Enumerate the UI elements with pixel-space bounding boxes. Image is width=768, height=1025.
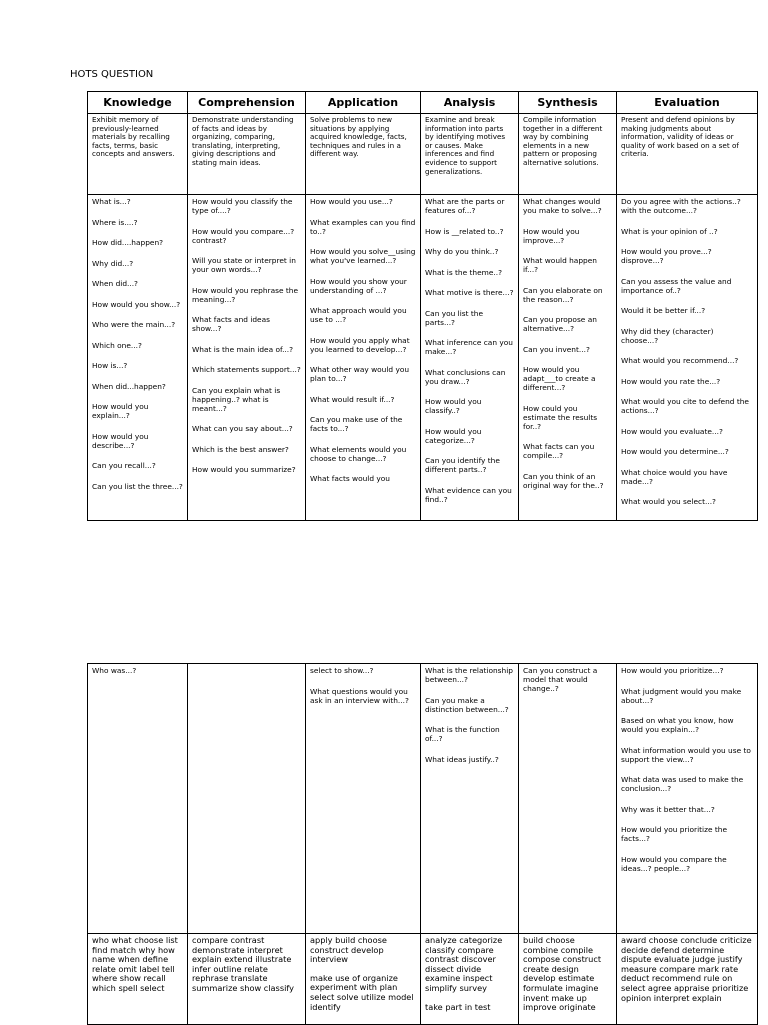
question-item: Can you recall...? [92,461,156,470]
question-item: What is the relationship between...? [425,666,513,684]
question-item: What other way would you plan to...? [310,365,410,383]
keyword-group: make use of organize experiment with plan select solve utilize model identify [310,972,414,1012]
header-evaluation: Evaluation [617,92,758,114]
question-item: Can you propose an alternative...? [523,315,597,333]
questions-continued-application [306,664,421,934]
question-item: How would you prioritize the facts...? [621,825,727,843]
question-item: Who were the main...? [92,320,176,329]
description-row [88,114,758,195]
keyword-group: compare contrast demonstrate interpret explain extend illustrate infer outline relate rephrase translate summarize show classify [192,935,294,993]
question-item: Can you invent...? [523,344,590,354]
question-item: What is the function of...? [425,725,500,743]
question-item: How could you estimate the results for..? [523,403,598,431]
keywords-application [306,934,421,1025]
question-item: Can you list the three...? [92,481,183,491]
question-item: Will you state or interpret in your own words...? [192,256,296,274]
question-item: What is the main idea of...? [192,344,294,354]
question-item: What facts and ideas show...? [192,315,270,333]
question-item: What is...? [92,197,131,206]
questions-continued-evaluation [617,664,758,934]
questions-continued-analysis [421,664,519,934]
header-knowledge: Knowledge [88,92,188,114]
question-item: What judgment would you make about...? [621,686,742,705]
keywords-synthesis [519,934,617,1025]
header-comprehension: Comprehension [188,92,306,114]
question-item: Can you list the parts...? [425,308,483,327]
header-application: Application [306,92,421,114]
question-item: What changes would you make to solve...? [523,197,602,215]
question-item: What evidence can you find..? [425,485,512,504]
question-item: What would you select...? [621,497,716,506]
keyword-group: who what choose list find match why how name when define relate omit label tell where show recall which spell select [92,935,178,993]
question-item: What conclusions can you draw...? [425,367,506,386]
question-item: Why do you think..? [425,247,499,256]
question-item: Which is the best answer? [192,444,289,454]
question-item: What approach would you use to ...? [310,306,407,324]
questions-continued-knowledge [88,664,188,934]
hots-table-page-2 [87,663,758,934]
question-item: Which statements support...? [192,365,301,374]
questions-row [88,195,758,521]
question-item: How would you apply what you learned to develop...? [310,335,410,354]
keyword-group: take part in test [425,1001,491,1012]
question-item: How is __related to..? [425,226,504,236]
question-item: What ideas justify..? [425,754,499,764]
question-item: How would you compare...? contrast? [192,226,295,245]
question-item: Based on what you know, how would you explain...? [621,716,734,734]
description-comprehension: Demonstrate understanding of facts and ideas by organizing, comparing, translating, interpreting, giving descriptions and stating main ideas. [188,114,306,195]
questions-application [306,195,421,521]
question-item: Why was it better that...? [621,804,715,814]
question-item: How would you prioritize...? [621,666,724,675]
question-item: What is the theme..? [425,267,502,277]
questions-continued-comprehension [188,664,306,934]
question-item: Can you make a distinction between...? [425,695,509,714]
hots-table-page-1 [87,91,758,521]
questions-knowledge [88,195,188,521]
question-item: What facts would you [310,474,390,483]
question-item: Can you elaborate on the reason...? [523,285,603,304]
keyword-group: analyze categorize classify compare contrast discover dissect divide examine inspect simplify survey [425,935,503,993]
question-item: What facts can you compile...? [523,442,595,460]
question-item: Can you think of an original way for the..? [523,471,604,490]
question-item: What inference can you make...? [425,338,513,356]
description-synthesis: Compile information together in a different way by combining elements in a new pattern or proposing alternative solutions. [519,114,617,195]
header-analysis: Analysis [421,92,519,114]
question-item: How would you show...? [92,299,181,309]
questions-continued-synthesis [519,664,617,934]
question-item: Why did...? [92,258,134,268]
keywords-analysis [421,934,519,1025]
questions-evaluation [617,195,758,521]
question-item: How did....happen? [92,238,164,247]
questions-synthesis [519,195,617,521]
question-item: What data was used to make the conclusion...? [621,775,744,793]
header-row [88,92,758,114]
keyword-group: build choose combine compile compose construct create design develop estimate formulate imagine invent make up improve originate [523,935,602,1013]
question-item: How would you improve...? [523,226,580,245]
question-item: What would you recommend...? [621,356,739,365]
description-knowledge: Exhibit memory of previously-learned materials by recalling facts, terms, basic concepts and answers. [88,114,188,195]
question-item: Can you make use of the facts to...? [310,415,403,433]
question-item: What would result if...? [310,394,395,404]
question-item: How would you compare the ideas...? people...? [621,854,727,873]
question-item: What information would you use to support the view...? [621,745,751,764]
keywords-comprehension [188,934,306,1025]
keywords-knowledge [88,934,188,1025]
description-analysis: Examine and break information into parts by identifying motives or causes. Make inferences and find evidence to support generalizations. [421,114,519,195]
question-item: How would you prove...? disprove...? [621,247,712,265]
keyword-group: award choose conclude criticize decide defend determine dispute evaluate judge justify measure compare mark rate deduct recommend rule on select agree appraise prioritize opinion interpret explain [621,935,752,1003]
description-application: Solve problems to new situations by applying acquired knowledge, facts, techniques and rules in a different way. [306,114,421,195]
keyword-group: apply build choose construct develop interview [310,935,387,965]
question-item: How would you determine...? [621,447,729,456]
question-item: How would you describe...? [92,431,149,450]
question-item: Why did they (character) choose...? [621,326,714,345]
keywords-row [88,934,758,1025]
question-item: How would you explain...? [92,402,149,420]
question-item: What would you cite to defend the actions...? [621,397,749,415]
question-item: How would you show your understanding of ...? [310,276,407,295]
question-item: When did...happen? [92,381,166,391]
question-item: What can you say about...? [192,424,293,433]
description-evaluation: Present and defend opinions by making judgments about information, validity of ideas or quality of work based on a set of criteria. [617,114,758,195]
question-item: How would you classify..? [425,397,482,415]
question-item: How would you summarize? [192,465,296,474]
page-title: HOTS QUESTION [70,69,154,80]
question-item: What elements would you choose to change...? [310,444,407,463]
questions-continued-row [88,664,758,934]
question-item: When did...? [92,279,138,288]
question-item: How would you use...? [310,197,393,206]
question-item: select to show...? [310,666,374,675]
question-item: Which one...? [92,340,142,350]
header-synthesis: Synthesis [519,92,617,114]
question-item: How would you rate the...? [621,376,721,386]
question-item: Would it be better if...? [621,306,706,315]
question-item: What examples can you find to..? [310,217,416,236]
question-item: Can you identify the different parts..? [425,456,500,474]
question-item: What would happen if...? [523,256,597,274]
question-item: What choice would you have made...? [621,467,728,486]
question-item: How is...? [92,361,128,370]
question-item: Who was...? [92,666,137,675]
question-item: What are the parts or features of...? [425,197,505,215]
question-item: How would you evaluate...? [621,426,723,436]
question-item: Where is....? [92,217,138,227]
questions-analysis [421,195,519,521]
keywords-table [87,933,758,1025]
question-item: How would you adapt___to create a different...? [523,365,596,392]
question-item: How would you solve__using what you've learned...? [310,247,416,265]
question-item: Can you construct a model that would change..? [523,666,598,693]
question-item: What motive is there...? [425,288,514,297]
question-item: What questions would you ask in an interview with...? [310,686,409,705]
question-item: Can you explain what is happening..? what is meant...? [192,385,281,413]
question-item: Can you assess the value and importance of..? [621,276,732,295]
questions-comprehension [188,195,306,521]
question-item: Do you agree with the actions..? with the outcome...? [621,197,741,215]
question-item: How would you classify the type of....? [192,197,293,215]
question-item: What is your opinion of ..? [621,226,718,236]
question-item: How would you rephrase the meaning...? [192,285,298,304]
question-item: How would you categorize...? [425,426,482,445]
keywords-evaluation [617,934,758,1025]
